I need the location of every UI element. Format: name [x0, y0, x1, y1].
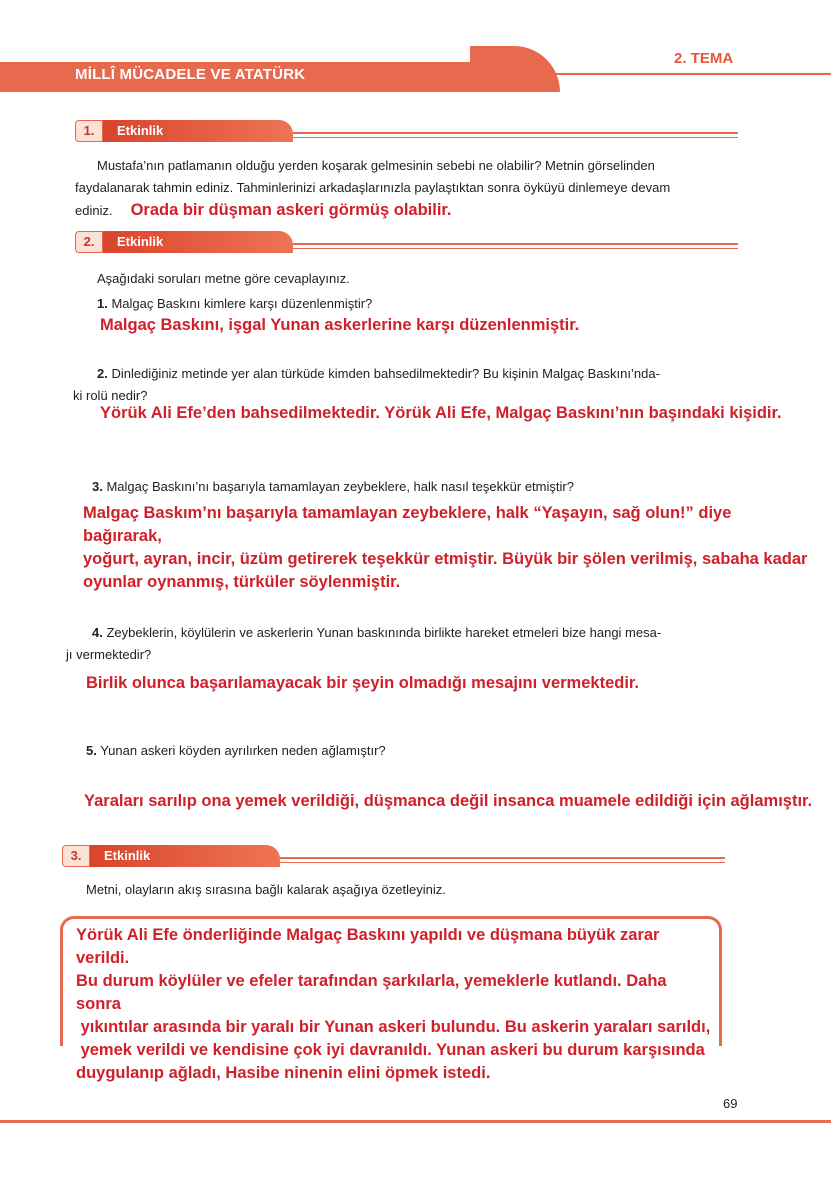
answer-line: oyunlar oynanmış, türküler söylenmiştir. — [83, 573, 401, 591]
question-number: 1. — [97, 296, 108, 311]
page-number: 69 — [723, 1096, 738, 1111]
question-3 — [92, 476, 574, 498]
question-1 — [97, 293, 372, 315]
prompt-line: faydalanarak tahmin ediniz. Tahminlerinizi arkadaşlarınızla paylaştıktan sonra öyküyü dinlemeye devam — [75, 180, 671, 195]
summary-line: yıkıntılar arasında bir yaralı bir Yunan askeri bulundu. Bu askerin yaraları sarıldı, — [76, 1018, 711, 1036]
question-text: Malgaç Baskını kimlere karşı düzenlenmiştir? — [107, 296, 373, 311]
answer-3 — [83, 502, 813, 594]
question-text: Zeybeklerin, köylülerin ve askerlerin Yunan baskınında birlikte hareket etmeleri bize hangi mesa- — [102, 625, 662, 640]
question-number: 4. — [92, 625, 103, 640]
question-text: ki rolü nedir? — [73, 388, 148, 403]
question-5 — [86, 740, 386, 762]
activity-2-intro: Aşağıdaki soruları metne göre cevaplayınız. — [97, 271, 350, 286]
answer-line: yoğurt, ayran, incir, üzüm getirerek teşekkür etmiştir. Büyük bir şölen verilmiş, sabaha kadar — [83, 550, 808, 568]
activity-number: 3. — [62, 845, 90, 867]
summary-text — [76, 924, 716, 1085]
banner-rule — [293, 137, 738, 138]
summary-line: Bu durum köylüler ve efeler tarafından şarkılarla, yemeklerle kutlandı. Daha sonra — [76, 972, 667, 1013]
question-text: Dinlediğiniz metinde yer alan türküde kimden bahsedilmektedir? Bu kişinin Malgaç Baskını’nda- — [107, 366, 660, 381]
banner-rule — [293, 248, 738, 249]
prompt-line: Mustafa’nın patlamanın olduğu yerden koşarak gelmesinin sebebi ne olabilir? Metnin görselinden — [97, 158, 655, 173]
theme-label: 2. TEMA — [674, 50, 734, 67]
answer-line: Malgaç Baskım’nı başarıyla tamamlayan zeybeklere, halk “Yaşayın, sağ olun!” diye bağırarak, — [83, 504, 732, 545]
question-number: 5. — [86, 743, 97, 758]
activity-2-banner — [75, 231, 740, 253]
activity-1-banner — [75, 120, 740, 142]
summary-line: Yörük Ali Efe önderliğinde Malgaç Baskını yapıldı ve düşmana büyük zarar verildi. — [76, 926, 660, 967]
summary-line: duygulanıp ağladı, Hasibe ninenin elini öpmek istedi. — [76, 1064, 491, 1082]
answer-5: Yaraları sarılıp ona yemek verildiği, düşmanca değil insanca muamele edildiği için ağlamıştır. — [84, 792, 813, 810]
activity-label: Etkinlik — [103, 231, 293, 253]
activity-label: Etkinlik — [90, 845, 280, 867]
banner-rule — [293, 243, 738, 245]
question-text: jı vermektedir? — [66, 647, 152, 662]
unit-title: MİLLÎ MÜCADELE VE ATATÜRK — [75, 66, 306, 83]
activity-1-prompt — [75, 155, 745, 222]
question-text: Malgaç Baskını’nı başarıyla tamamlayan zeybeklere, halk nasıl teşekkür etmiştir? — [102, 479, 574, 494]
answer-2: Yörük Ali Efe’den bahsedilmektedir. Yörük Ali Efe, Malgaç Baskını’nın başındaki kişidir. — [100, 404, 782, 422]
question-number: 3. — [92, 479, 103, 494]
activity-label: Etkinlik — [103, 120, 293, 142]
activity-3-intro: Metni, olayların akış sırasına bağlı kalarak aşağıya özetleyiniz. — [86, 882, 446, 897]
question-number: 2. — [97, 366, 108, 381]
header-rule — [540, 73, 831, 75]
prompt-line: ediniz. — [75, 203, 113, 218]
question-text: Yunan askeri köyden ayrılırken neden ağlamıştır? — [96, 743, 386, 758]
summary-line: yemek verildi ve kendisine çok iyi davranıldı. Yunan askeri bu durum karşısında — [76, 1041, 705, 1059]
activity-number: 2. — [75, 231, 103, 253]
activity-number: 1. — [75, 120, 103, 142]
activity-3-banner — [62, 845, 727, 867]
question-4 — [66, 622, 756, 666]
answer-1: Malgaç Baskını, işgal Yunan askerlerine karşı düzenlenmiştir. — [100, 316, 580, 334]
activity-1-answer: Orada bir düşman askeri görmüş olabilir. — [130, 201, 452, 219]
banner-rule — [280, 857, 725, 859]
banner-rule — [293, 132, 738, 134]
question-2 — [73, 363, 753, 407]
banner-rule — [280, 862, 725, 863]
answer-4: Birlik olunca başarılamayacak bir şeyin olmadığı mesajını vermektedir. — [86, 674, 640, 692]
footer-rule — [0, 1120, 831, 1123]
